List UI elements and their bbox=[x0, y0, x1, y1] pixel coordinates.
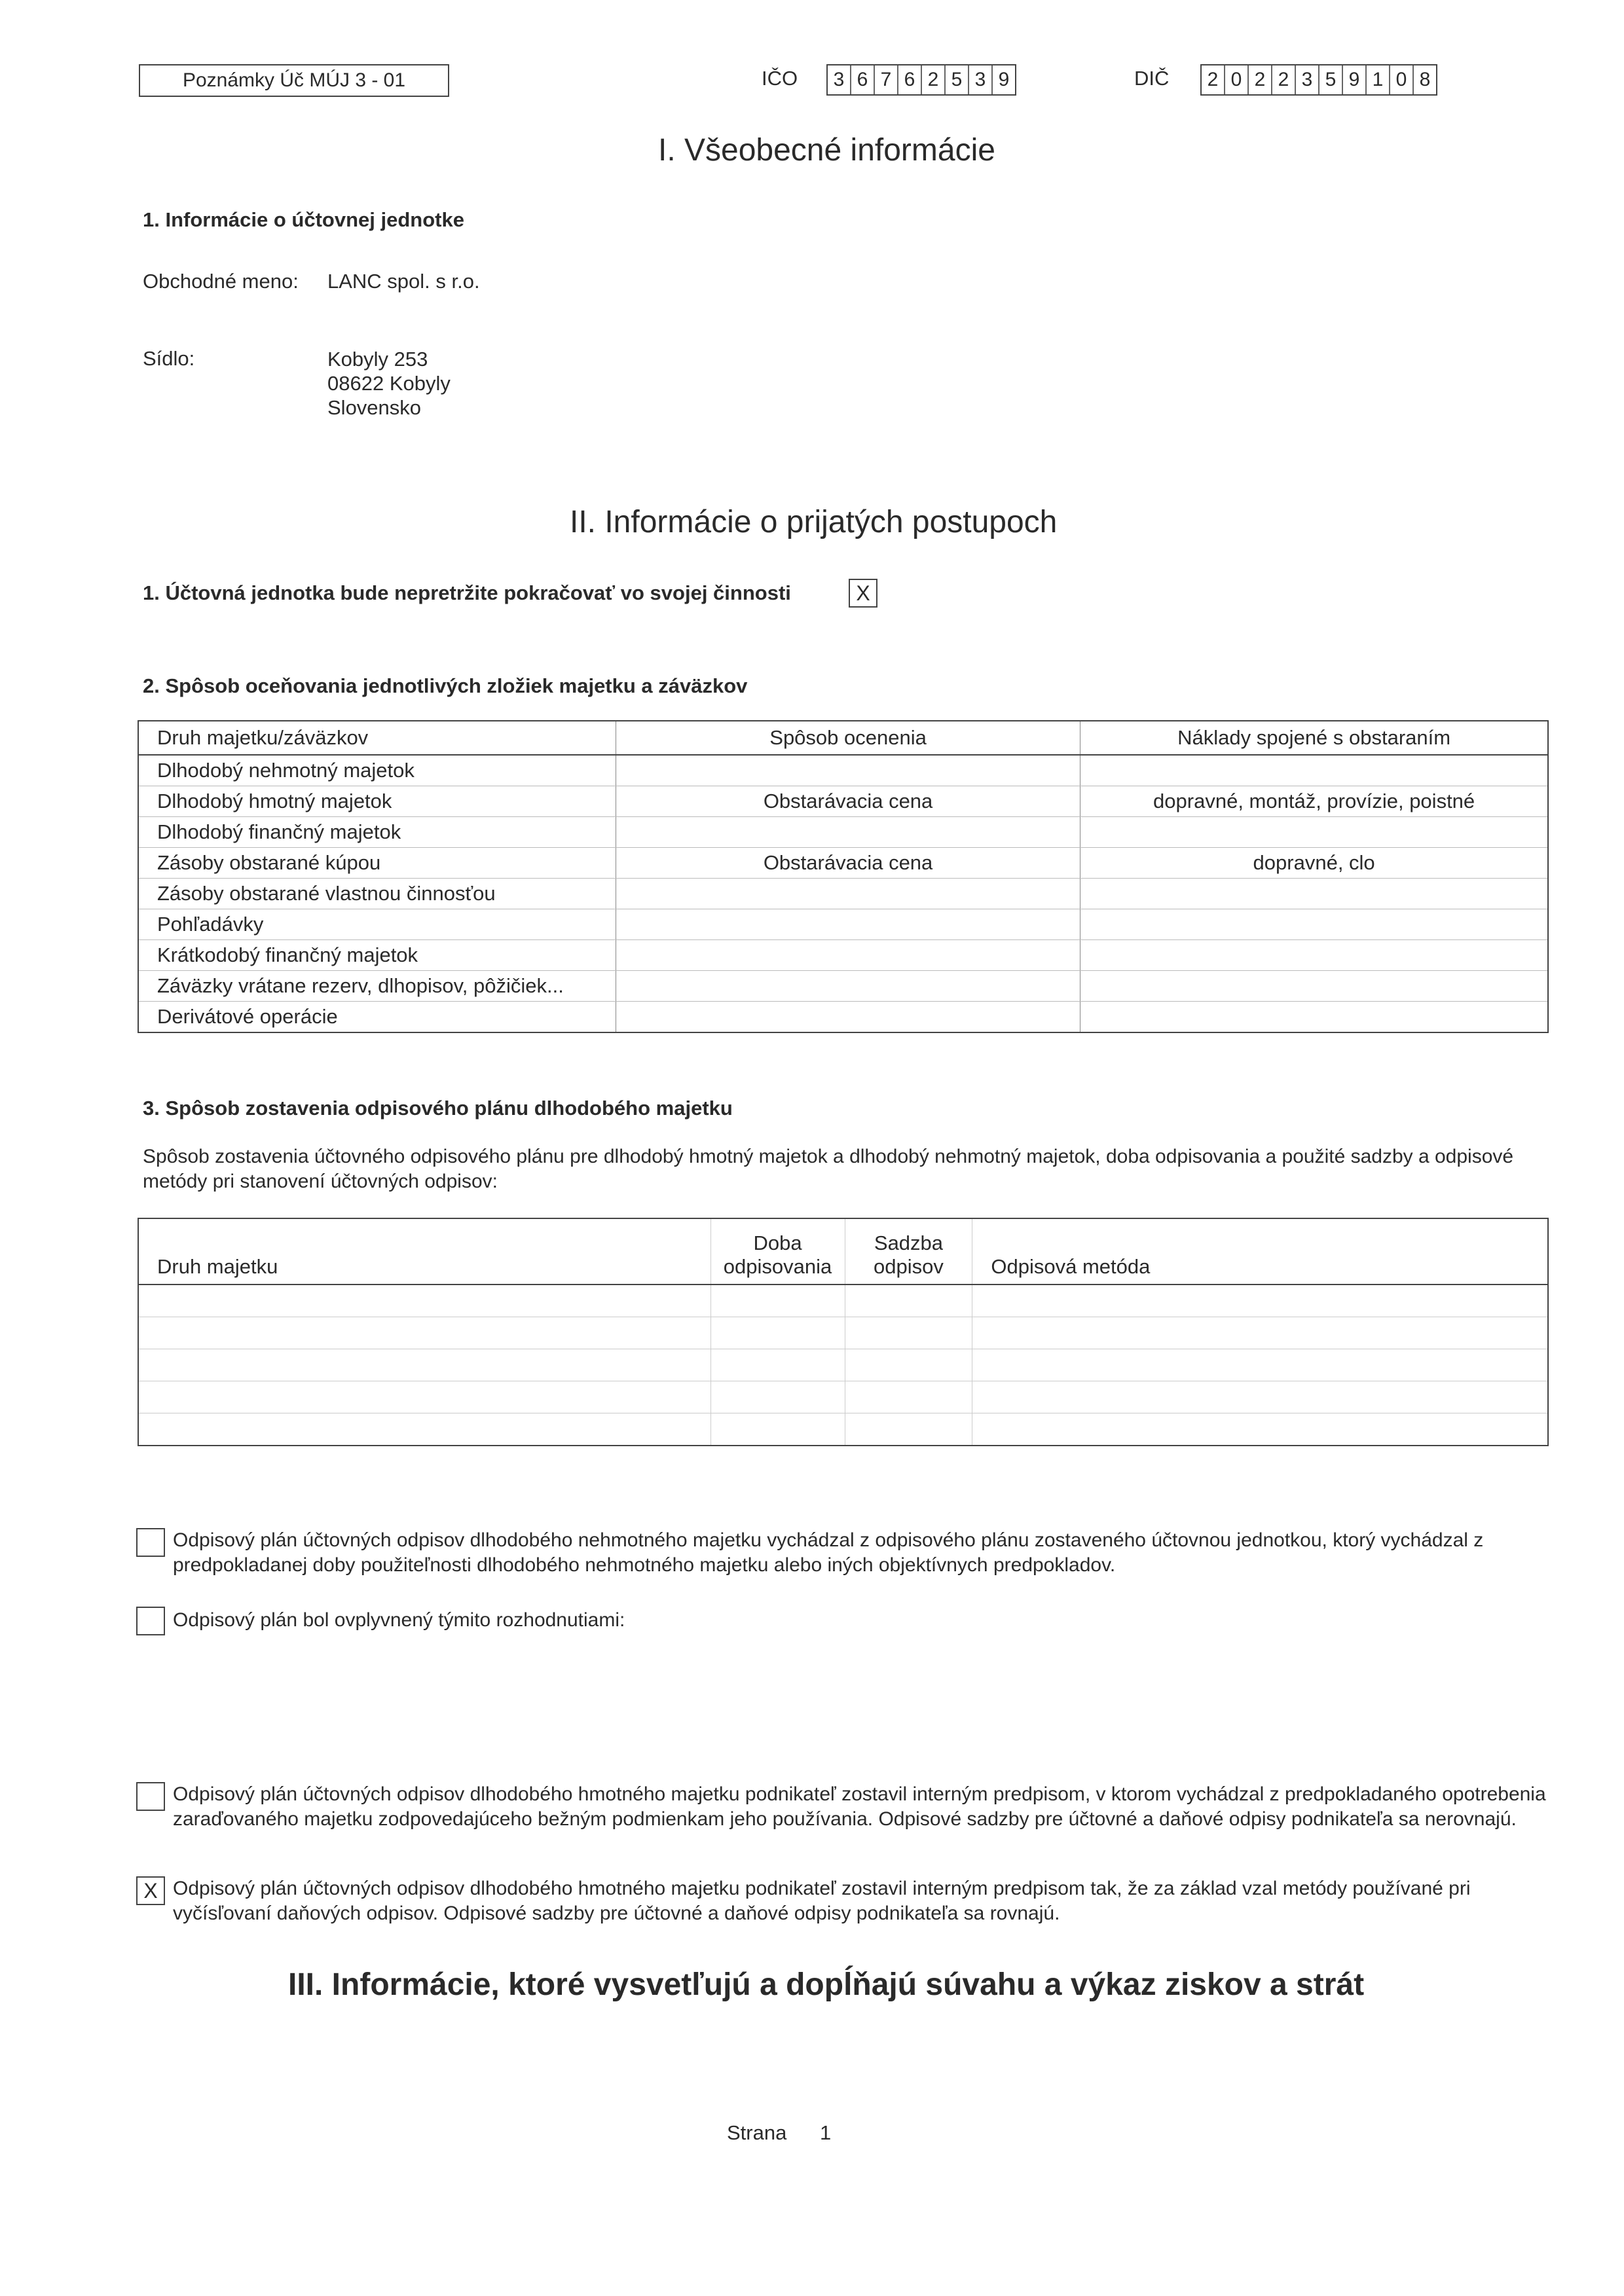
valuation-method bbox=[616, 817, 1080, 848]
option1-checkbox[interactable] bbox=[136, 1528, 165, 1557]
depreciation-description: Spôsob zostavenia účtovného odpisového plánu pre dlhodobý hmotný majetok a dlhodobý nehmotný majetok, doba odpisovania a použité sadzby a odpisové metódy pri stanovení účtovných odpisov: bbox=[143, 1146, 1514, 1192]
seat-line: 08622 Kobyly bbox=[327, 372, 451, 395]
ico-digit: 3 bbox=[828, 65, 851, 94]
acquisition-costs: dopravné, montáž, provízie, poistné bbox=[1080, 786, 1548, 817]
valuation-method bbox=[616, 909, 1080, 940]
ico-digit: 9 bbox=[998, 69, 1010, 90]
seat-line: Kobyly 253 bbox=[327, 348, 428, 371]
dic-digit: 2 bbox=[1272, 65, 1296, 94]
ico-digit: 5 bbox=[946, 65, 969, 94]
table-row bbox=[138, 1413, 1548, 1446]
asset-type: Dlhodobý hmotný majetok bbox=[138, 786, 616, 817]
ico-digit: 3 bbox=[969, 65, 993, 94]
section3-title: III. Informácie, ktoré vysvetľujú a dopĺňajú súvahu a výkaz ziskov a strát bbox=[288, 1967, 1365, 2002]
asset-type: Zásoby obstarané vlastnou činnosťou bbox=[138, 879, 616, 909]
dic-digit: 9 bbox=[1343, 65, 1367, 94]
col-depreciation-method bbox=[972, 1218, 1548, 1285]
col-asset-type: Druh majetku/záväzkov bbox=[138, 721, 616, 755]
table-row bbox=[138, 940, 1548, 971]
section1-subtitle: 1. Informácie o účtovnej jednotke bbox=[143, 208, 464, 231]
acquisition-costs bbox=[1080, 817, 1548, 848]
asset-type: Zásoby obstarané kúpou bbox=[138, 848, 616, 879]
valuation-table-header bbox=[138, 721, 1548, 755]
table-row bbox=[138, 786, 1548, 817]
dic-digit: 5 bbox=[1320, 65, 1343, 94]
seat-line: Slovensko bbox=[327, 396, 422, 419]
page-number: 1 bbox=[820, 2121, 832, 2144]
table-row bbox=[138, 1349, 1548, 1381]
acquisition-costs bbox=[1080, 909, 1548, 940]
valuation-method bbox=[616, 971, 1080, 1002]
col-method-label: Odpisová metóda bbox=[991, 1255, 1151, 1278]
table-row bbox=[138, 1002, 1548, 1033]
section1-title: I. Všeobecné informácie bbox=[658, 133, 995, 168]
ico-digit: 6 bbox=[851, 65, 875, 94]
acquisition-costs bbox=[1080, 971, 1548, 1002]
ico-label: IČO bbox=[762, 67, 798, 90]
depreciation-heading: 3. Spôsob zostavenia odpisového plánu dlhodobého majetku bbox=[143, 1097, 733, 1120]
ico-field bbox=[826, 64, 1016, 96]
acquisition-costs bbox=[1080, 940, 1548, 971]
form-label: Poznámky Úč MÚJ 3 - 01 bbox=[139, 64, 449, 97]
continuity-checkbox[interactable]: X bbox=[849, 579, 877, 608]
seat-label: Sídlo: bbox=[143, 347, 195, 370]
name-value: LANC spol. s r.o. bbox=[327, 270, 480, 293]
seat-value bbox=[327, 347, 451, 420]
option2-text: Odpisový plán bol ovplyvnený týmito rozhodnutiami: bbox=[173, 1609, 625, 1631]
depreciation-table-header bbox=[138, 1218, 1548, 1285]
col-acquisition-costs: Náklady spojené s obstaraním bbox=[1080, 721, 1548, 755]
option3-text: Odpisový plán účtovných odpisov dlhodobého hmotného majetku podnikateľ zostavil interným predpisom, v ktorom vychádzal z predpokladaného opotrebenia zaraďovaného majetku zodpovedajúceho bežným podmienkam jeho používania. Odpisové sadzby pre účtovné a daňové odpisy podnikateľa sa nerovnajú. bbox=[173, 1783, 1546, 1830]
ico-digit: 6 bbox=[898, 65, 922, 94]
valuation-method: Obstarávacia cena bbox=[616, 786, 1080, 817]
valuation-method: Obstarávacia cena bbox=[616, 848, 1080, 879]
asset-type: Dlhodobý nehmotný majetok bbox=[138, 755, 616, 786]
valuation-heading: 2. Spôsob oceňovania jednotlivých zložiek majetku a záväzkov bbox=[143, 674, 748, 697]
dic-label: DIČ bbox=[1134, 67, 1170, 90]
asset-type: Derivátové operácie bbox=[138, 1002, 616, 1033]
ico-digit: 2 bbox=[922, 65, 946, 94]
col-rate-line: Sadzba bbox=[874, 1231, 944, 1254]
page-label: Strana bbox=[727, 2121, 787, 2144]
ico-digit: 7 bbox=[875, 65, 898, 94]
table-row bbox=[138, 1317, 1548, 1349]
option2-checkbox[interactable] bbox=[136, 1607, 165, 1635]
table-row bbox=[138, 909, 1548, 940]
dic-digit: 8 bbox=[1419, 69, 1431, 90]
option3-checkbox[interactable] bbox=[136, 1782, 165, 1811]
valuation-table bbox=[138, 720, 1549, 1033]
dic-digit: 0 bbox=[1225, 65, 1249, 94]
valuation-method bbox=[616, 1002, 1080, 1033]
table-row bbox=[138, 879, 1548, 909]
dic-digit: 2 bbox=[1249, 65, 1272, 94]
continuity-statement: 1. Účtovná jednotka bude nepretržite pokračovať vo svojej činnosti bbox=[143, 581, 791, 604]
dic-field bbox=[1200, 64, 1437, 96]
asset-type: Záväzky vrátane rezerv, dlhopisov, pôžičiek... bbox=[138, 971, 616, 1002]
col-asset-kind bbox=[138, 1218, 710, 1285]
option1-text: Odpisový plán účtovných odpisov dlhodobého nehmotného majetku vychádzal z odpisového plánu zostaveného účtovnou jednotkou, ktorý vychádzal z predpokladanej doby použiteľnosti dlhodobého nehmotného majetku alebo iných objektívnych predpokladov. bbox=[173, 1529, 1484, 1576]
dic-digit: 2 bbox=[1202, 65, 1225, 94]
dic-digit: 0 bbox=[1390, 65, 1414, 94]
col-depreciation-rate bbox=[845, 1218, 972, 1285]
acquisition-costs bbox=[1080, 1002, 1548, 1033]
acquisition-costs bbox=[1080, 755, 1548, 786]
col-period-line: odpisovania bbox=[723, 1255, 832, 1278]
asset-type: Krátkodobý finančný majetok bbox=[138, 940, 616, 971]
acquisition-costs bbox=[1080, 879, 1548, 909]
col-valuation-method: Spôsob ocenenia bbox=[616, 721, 1080, 755]
table-row bbox=[138, 755, 1548, 786]
table-row bbox=[138, 848, 1548, 879]
name-label: Obchodné meno: bbox=[143, 270, 299, 293]
col-asset-kind-label: Druh majetku bbox=[157, 1255, 278, 1278]
dic-digit: 1 bbox=[1367, 65, 1390, 94]
dic-digit: 3 bbox=[1296, 65, 1320, 94]
table-row bbox=[138, 817, 1548, 848]
valuation-method bbox=[616, 940, 1080, 971]
asset-type: Dlhodobý finančný majetok bbox=[138, 817, 616, 848]
table-row bbox=[138, 1285, 1548, 1317]
section2-title: II. Informácie o prijatých postupoch bbox=[570, 505, 1058, 539]
col-depreciation-period bbox=[710, 1218, 845, 1285]
table-row bbox=[138, 971, 1548, 1002]
asset-type: Pohľadávky bbox=[138, 909, 616, 940]
valuation-method bbox=[616, 879, 1080, 909]
option4-text: Odpisový plán účtovných odpisov dlhodobého hmotného majetku podnikateľ zostavil interným predpisom tak, že za základ vzal metódy používané pri vyčísľovaní daňových odpisov. Odpisové sadzby pre účtovné a daňové odpisy podnikateľa sa rovnajú. bbox=[173, 1878, 1471, 1924]
acquisition-costs: dopravné, clo bbox=[1080, 848, 1548, 879]
depreciation-table bbox=[138, 1218, 1549, 1446]
col-rate-line: odpisov bbox=[874, 1255, 944, 1278]
option4-checkbox[interactable]: X bbox=[136, 1876, 165, 1905]
table-row bbox=[138, 1381, 1548, 1413]
valuation-method bbox=[616, 755, 1080, 786]
col-period-line: Doba bbox=[753, 1231, 802, 1254]
